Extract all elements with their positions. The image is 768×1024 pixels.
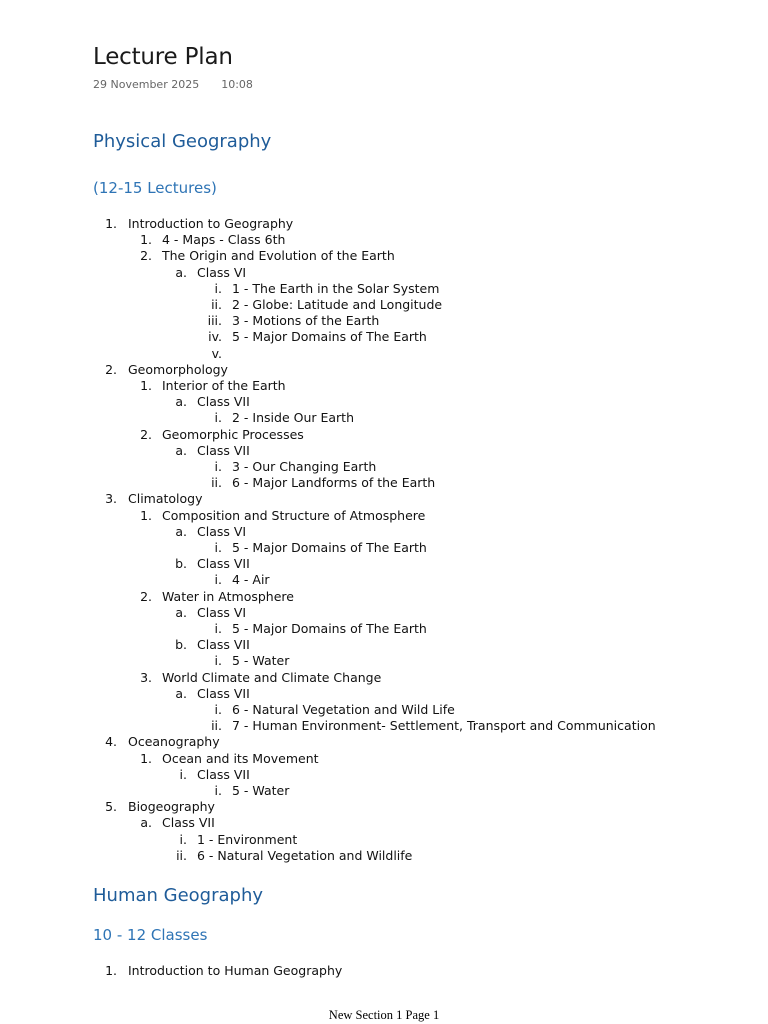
page-date: 29 November 2025 — [93, 78, 200, 91]
outline-item-text: Class VII — [162, 815, 215, 831]
outline-item-text: Class VI — [197, 523, 247, 539]
outline-item — [0, 508, 768, 524]
outline-item — [0, 427, 768, 443]
outline-item — [0, 832, 768, 848]
outline-item-marker: a. — [175, 523, 187, 539]
outline-item-text: 5 - Major Domains of The Earth — [232, 621, 427, 636]
outline-item — [0, 346, 768, 362]
outline-item-text: Ocean and its Movement — [162, 750, 319, 766]
outline-item-text: Geomorphic Processes — [162, 426, 304, 442]
outline-item-text: 5 - Major Domains of The Earth — [232, 329, 427, 345]
outline-item-text: 6 - Natural Vegetation and Wild Life — [232, 702, 455, 717]
outline-item-marker: iv. — [208, 329, 222, 345]
outline-item-marker: 1. — [140, 507, 152, 523]
outline-item-marker: 3. — [105, 491, 117, 507]
outline-item-text: Class VII — [197, 394, 250, 410]
outline-item-text: 5 - Water — [232, 783, 290, 798]
outline-item — [0, 540, 768, 556]
outline-item-marker: a. — [175, 685, 187, 701]
outline-item-text: Class VI — [197, 604, 247, 620]
page-meta — [93, 78, 253, 91]
outline-item-text: 7 - Human Environment- Settlement, Transport and Communication — [232, 718, 656, 734]
outline-item-marker: a. — [175, 264, 187, 280]
outline-item-text: 6 - Natural Vegetation and Wildlife — [197, 847, 413, 863]
outline-item — [0, 783, 768, 799]
outline-item-marker: ii. — [176, 847, 187, 863]
outline-item — [0, 815, 768, 831]
outline-item-marker: a. — [175, 442, 187, 458]
outline-item-marker: i. — [214, 702, 222, 717]
outline-item — [0, 963, 768, 979]
outline-item — [0, 637, 768, 653]
outline-item — [0, 281, 768, 297]
outline-item-text: Class VII — [197, 442, 250, 458]
outline-item-marker: b. — [175, 637, 187, 653]
outline-item — [0, 491, 768, 507]
outline-item-text: Climatology — [128, 491, 203, 507]
outline-item — [0, 848, 768, 864]
outline-item — [0, 394, 768, 410]
outline-item-marker: b. — [175, 556, 187, 572]
outline-item-text: 2 - Globe: Latitude and Longitude — [232, 297, 443, 312]
outline-item — [0, 653, 768, 669]
outline-item — [0, 589, 768, 605]
outline-item — [0, 734, 768, 750]
outline-item-marker: 1. — [140, 750, 152, 766]
outline-item-text: 3 - Our Changing Earth — [232, 459, 377, 474]
outline-item — [0, 232, 768, 248]
outline-item-marker: ii. — [211, 718, 222, 734]
outline-item — [0, 410, 768, 426]
outline-item-text: Class VI — [197, 264, 247, 280]
outline-item-marker: 3. — [140, 669, 152, 685]
outline-item-text: 6 - Major Landforms of the Earth — [232, 475, 436, 491]
outline-item — [0, 572, 768, 588]
outline-item — [0, 378, 768, 394]
outline-item-text: Class VII — [197, 766, 250, 782]
outline-item-text: Oceanography — [128, 734, 220, 750]
outline-item-text: Class VII — [197, 556, 250, 572]
outline-item-text: 3 - Motions of the Earth — [232, 313, 380, 329]
outline-item-marker: 4. — [105, 734, 117, 750]
outline-item — [0, 443, 768, 459]
outline-item-marker: i. — [214, 783, 222, 798]
outline-item-marker: i. — [179, 766, 187, 782]
outline-item — [0, 702, 768, 718]
outline-item — [0, 265, 768, 281]
outline-item — [0, 329, 768, 345]
outline-item — [0, 459, 768, 475]
outline-item-text: Composition and Structure of Atmosphere — [162, 507, 426, 523]
section-heading-physical: Physical Geography — [93, 131, 272, 152]
outline-item-text: Interior of the Earth — [162, 378, 286, 393]
outline-item — [0, 475, 768, 491]
outline-item-text: Class VII — [197, 637, 250, 653]
outline-item-marker: i. — [214, 572, 222, 588]
outline-item — [0, 297, 768, 313]
outline-item-text: 5 - Major Domains of The Earth — [232, 540, 427, 555]
outline-item-marker: i. — [214, 459, 222, 474]
outline-item-text: 1 - The Earth in the Solar System — [232, 280, 440, 296]
outline-item-text: Water in Atmosphere — [162, 588, 294, 604]
outline-item — [0, 718, 768, 734]
outline-item — [0, 621, 768, 637]
outline-item-marker: i. — [214, 280, 222, 296]
outline-item-text: Class VII — [197, 685, 250, 701]
outline-item-marker: v. — [211, 345, 222, 361]
page-footer: New Section 1 Page 1 — [328, 1008, 440, 1022]
outline-item-marker: iii. — [207, 313, 222, 329]
outline-item-marker: a. — [140, 815, 152, 831]
outline-item-marker: 1. — [140, 232, 152, 248]
outline-item-marker: 2. — [140, 588, 152, 604]
outline-item-marker: 1. — [140, 378, 152, 393]
page-time: 10:08 — [221, 78, 253, 91]
outline-item-marker: 1. — [105, 963, 117, 978]
outline-item — [0, 556, 768, 572]
outline-item — [0, 605, 768, 621]
outline-item-text: 2 - Inside Our Earth — [232, 410, 354, 426]
outline-item — [0, 670, 768, 686]
outline-item — [0, 767, 768, 783]
outline-item-marker: 2. — [140, 426, 152, 442]
outline-item-text: Introduction to Geography — [128, 216, 294, 231]
outline-item-text: The Origin and Evolution of the Earth — [162, 248, 395, 264]
outline-item-text: 4 - Air — [232, 572, 270, 588]
outline-item-text: 1 - Environment — [197, 831, 298, 847]
outline-item-marker: 2. — [140, 248, 152, 264]
page-title: Lecture Plan — [93, 44, 233, 70]
outline-item — [0, 313, 768, 329]
outline-item-text: Geomorphology — [128, 361, 228, 377]
outline-item-marker: i. — [214, 540, 222, 555]
outline-item-text: 5 - Water — [232, 653, 290, 669]
section-heading-human: Human Geography — [93, 885, 264, 906]
outline-item-marker: i. — [179, 831, 187, 847]
outline-item-marker: a. — [175, 604, 187, 620]
outline-item — [0, 248, 768, 264]
outline-item-marker: a. — [175, 394, 187, 410]
section-subheading-physical: (12-15 Lectures) — [93, 179, 217, 197]
outline-item-text: World Climate and Climate Change — [162, 669, 382, 685]
outline-item-text: 4 - Maps - Class 6th — [162, 232, 286, 248]
outline-item-marker: 1. — [105, 216, 117, 231]
outline-item-marker: ii. — [211, 297, 222, 312]
outline-item-marker: 5. — [105, 799, 117, 815]
outline-item — [0, 799, 768, 815]
outline-item-text: Introduction to Human Geography — [128, 963, 343, 978]
outline-item-text: Biogeography — [128, 799, 215, 815]
outline-item-marker: ii. — [211, 475, 222, 491]
outline-item-marker: i. — [214, 653, 222, 669]
outline-item — [0, 362, 768, 378]
outline-item-marker: i. — [214, 621, 222, 636]
outline-item — [0, 686, 768, 702]
outline-item-marker: i. — [214, 410, 222, 426]
outline-item — [0, 216, 768, 232]
outline-item — [0, 751, 768, 767]
outline-item-marker: 2. — [105, 361, 117, 377]
outline-item — [0, 524, 768, 540]
section-subheading-human: 10 - 12 Classes — [93, 926, 208, 944]
